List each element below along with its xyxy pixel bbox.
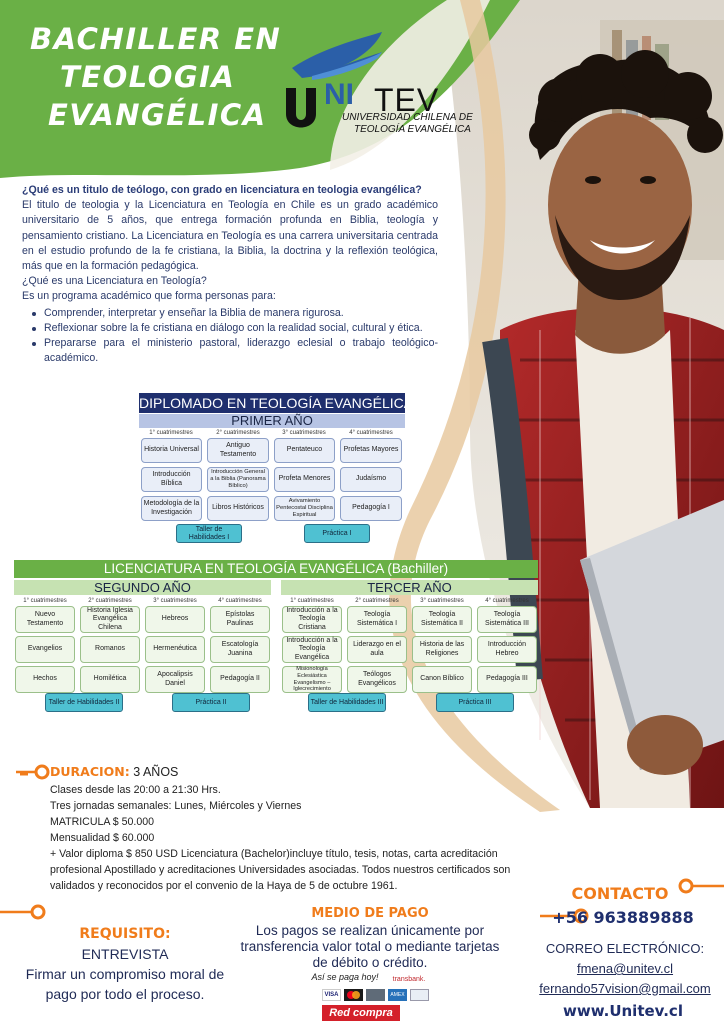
licenciatura-title: LICENCIATURA EN TEOLOGÍA EVANGÉLICA (Bachiller) xyxy=(14,560,538,578)
course-box: Nuevo Testamento xyxy=(15,606,75,633)
duration-line: validados y reconocidos por el convenio de la Haya de 5 de octubre 1961. xyxy=(50,880,398,892)
course-box: Homilética xyxy=(80,666,140,693)
course-box: Romanos xyxy=(80,636,140,663)
semester-label: 3° cuatrimestres xyxy=(420,598,464,604)
intro-bullet: Comprender, interpretar y enseñar la Biblia de manera rigurosa. xyxy=(22,306,438,321)
duration-line: MATRICULA $ 50.000 xyxy=(50,816,155,828)
workshop-box: Taller de Habilidades III xyxy=(308,693,386,712)
requisito-line-3: pago por todo el proceso. xyxy=(45,986,205,1002)
year-3-bar: TERCER AÑO xyxy=(281,580,538,595)
semester-label: 4° cuatrimestres xyxy=(349,430,393,436)
course-box: Evangelios xyxy=(15,636,75,663)
course-box: Metodología de la Investigación xyxy=(141,496,202,521)
contact-phone[interactable]: +56 963889888 xyxy=(552,908,694,927)
course-box: Liderazgo en el aula xyxy=(347,636,407,663)
course-box: Historia Iglesia Evangélica Chilena xyxy=(80,606,140,633)
practice-box: Práctica I xyxy=(304,524,370,543)
duration-line: Clases desde las 20:00 a 21:30 Hrs. xyxy=(50,784,221,796)
course-box: Introducción Hebreo xyxy=(477,636,537,663)
pago-line-2: transferencia valor total o mediante tarjetas xyxy=(240,939,500,954)
email-link-2[interactable]: fernando57vision@gmail.com xyxy=(539,981,711,996)
duration-line: + Valor diploma $ 850 USD Licenciatura (Bachelor)incluye título, tesis, notas, carta acreditación xyxy=(50,848,498,860)
visa-logo: VISA xyxy=(322,989,341,1001)
course-box: Introducción General a la Biblia (Panorama Bíblico) xyxy=(207,467,269,492)
course-box: Apocalipsis Daniel xyxy=(145,666,205,693)
transbank-logo: transbank. xyxy=(392,976,426,983)
course-box: Teología Sistemática II xyxy=(412,606,472,633)
semester-label: 3° cuatrimestres xyxy=(153,598,197,604)
diplomado-year-bar: PRIMER AÑO xyxy=(139,414,405,428)
intro-bullet: Reflexionar sobre la fe cristiana en diálogo con la realidad social, cultural y ética. xyxy=(22,321,438,336)
logo-tev: TEV xyxy=(374,82,440,118)
course-box: Pedagogía I xyxy=(340,496,402,521)
semester-label: 1° cuatrimestres xyxy=(290,598,334,604)
course-box: Pedagogía III xyxy=(477,666,537,693)
intro-question-2: ¿Qué es una Licenciatura en Teología? xyxy=(22,275,207,288)
card-logo xyxy=(410,989,429,1001)
course-box: Introducción Bíblica xyxy=(141,467,202,492)
duration-heading xyxy=(50,764,178,779)
course-box: Profetas Mayores xyxy=(340,438,402,463)
course-box: Introducción a la Teología Cristiana xyxy=(282,606,342,633)
semester-label: 2° cuatrimestres xyxy=(355,598,399,604)
course-box: Profeta Menores xyxy=(274,467,335,492)
semester-label: 1° cuatrimestres xyxy=(149,430,193,436)
course-box: Teología Sistemática III xyxy=(477,606,537,633)
pago-line-1: Los pagos se realizan únicamente por xyxy=(255,923,485,938)
course-box: Libros Históricos xyxy=(207,496,269,521)
course-box: Avivamiento Pentecostal Disciplina Espiritual xyxy=(274,496,335,521)
intro-section xyxy=(22,183,438,366)
course-box: Hermenéutica xyxy=(145,636,205,663)
mastercard-logo xyxy=(344,989,363,1001)
course-box: Escatología Juanina xyxy=(210,636,270,663)
course-box: Hechos xyxy=(15,666,75,693)
semester-label: 4° cuatrimestres xyxy=(485,598,529,604)
course-box: Historia de las Religiones xyxy=(412,636,472,663)
year-2-bar: SEGUNDO AÑO xyxy=(14,580,271,595)
course-box: Misionología Eclesiástica Evangelismo – Iglecrecimiento xyxy=(282,666,342,693)
workshop-box: Taller de Habilidades II xyxy=(45,693,123,712)
duration-line: Mensualidad $ 60.000 xyxy=(50,832,155,844)
course-box: Epístolas Paulinas xyxy=(210,606,270,633)
course-box: Pedagogía II xyxy=(210,666,270,693)
amex-logo: AMEX xyxy=(388,989,407,1001)
contacto-heading: CONTACTO xyxy=(571,884,669,903)
course-box: Antiguo Testamento xyxy=(207,438,269,463)
practice-box: Práctica II xyxy=(172,693,250,712)
title-line-1: BACHILLER EN xyxy=(30,22,282,56)
semester-label: 1° cuatrimestres xyxy=(23,598,67,604)
requisito-line-2: Firmar un compromiso moral de xyxy=(25,966,225,982)
logo-line-2: TEOLOGÍA EVANGÉLICA xyxy=(354,124,471,135)
course-box: Judaísmo xyxy=(340,467,402,492)
duration-line: profesional Apostillado y acreditaciones Universidades asociadas. Todos nuestros certificados son xyxy=(50,864,511,876)
course-box: Introducción a la Teología Evangélica xyxy=(282,636,342,663)
logo-ni: NI xyxy=(324,78,354,111)
course-box: Teólogos Evangélicos xyxy=(347,666,407,693)
intro-bullet-list xyxy=(22,306,438,367)
requisito-line-1: ENTREVISTA xyxy=(81,946,169,962)
semester-label: 4° cuatrimestres xyxy=(218,598,262,604)
unitev-logo xyxy=(282,28,482,140)
diplomado-title: DIPLOMADO EN TEOLOGÍA EVANGÉLICA xyxy=(139,395,414,411)
course-box: Historia Universal xyxy=(141,438,202,463)
website-link[interactable]: www.Unitev.cl xyxy=(563,1002,683,1020)
card-logos xyxy=(322,989,430,1003)
intro-paragraph-1: El titulo de teologia y la Licenciatura en Teología en Chile es un grado académico universitario de 5 años, que entrega formación profunda en Biblia, teología y pensamiento cristiano. La Licenciatura en Teología es una carrera universitaria centrada en el estudio profundo de la fe cristiana, la Biblia, la doctrina y la reflexión teológica, más que en la formación pedagógica. xyxy=(22,199,438,273)
semester-label: 2° cuatrimestres xyxy=(88,598,132,604)
semester-label: 2° cuatrimestres xyxy=(216,430,260,436)
pago-slogan: Así se paga hoy! xyxy=(311,972,379,982)
title-line-3: EVANGÉLICA xyxy=(48,98,267,132)
course-box: Canon Bíblico xyxy=(412,666,472,693)
redcompra-logo: Red compra xyxy=(322,1005,400,1021)
duration-label: DURACION: xyxy=(50,764,130,779)
duration-value: 3 AÑOS xyxy=(133,765,179,779)
semester-label: 3° cuatrimestres xyxy=(282,430,326,436)
pago-line-3: de débito o crédito. xyxy=(312,955,428,970)
logo-line-1: UNIVERSIDAD CHILENA DE xyxy=(342,112,473,123)
card-logo xyxy=(366,989,385,1001)
pago-heading: MEDIO DE PAGO xyxy=(311,906,429,921)
course-box: Hebreos xyxy=(145,606,205,633)
intro-bullet: Prepararse para el ministerio pastoral, liderazgo eclesial o trabajo teológico-académico. xyxy=(22,336,438,366)
intro-line-3: Es un programa académico que forma personas para: xyxy=(22,290,276,303)
title-line-2: TEOLOGIA xyxy=(60,60,236,94)
workshop-box: Taller de Habilidades I xyxy=(176,524,242,543)
email-link-1[interactable]: fmena@unitev.cl xyxy=(576,961,674,976)
practice-box: Práctica III xyxy=(436,693,514,712)
course-box: Pentateuco xyxy=(274,438,335,463)
intro-question-1: ¿Qué es un titulo de teólogo, con grado en licenciatura en teologia evangélica? xyxy=(22,184,422,196)
email-label: CORREO ELECTRÓNICO: xyxy=(545,941,705,956)
duration-line: Tres jornadas semanales: Lunes, Miércoles y Viernes xyxy=(50,800,302,812)
course-box: Teología Sistemática I xyxy=(347,606,407,633)
requisito-heading: REQUISITO: xyxy=(79,926,171,942)
